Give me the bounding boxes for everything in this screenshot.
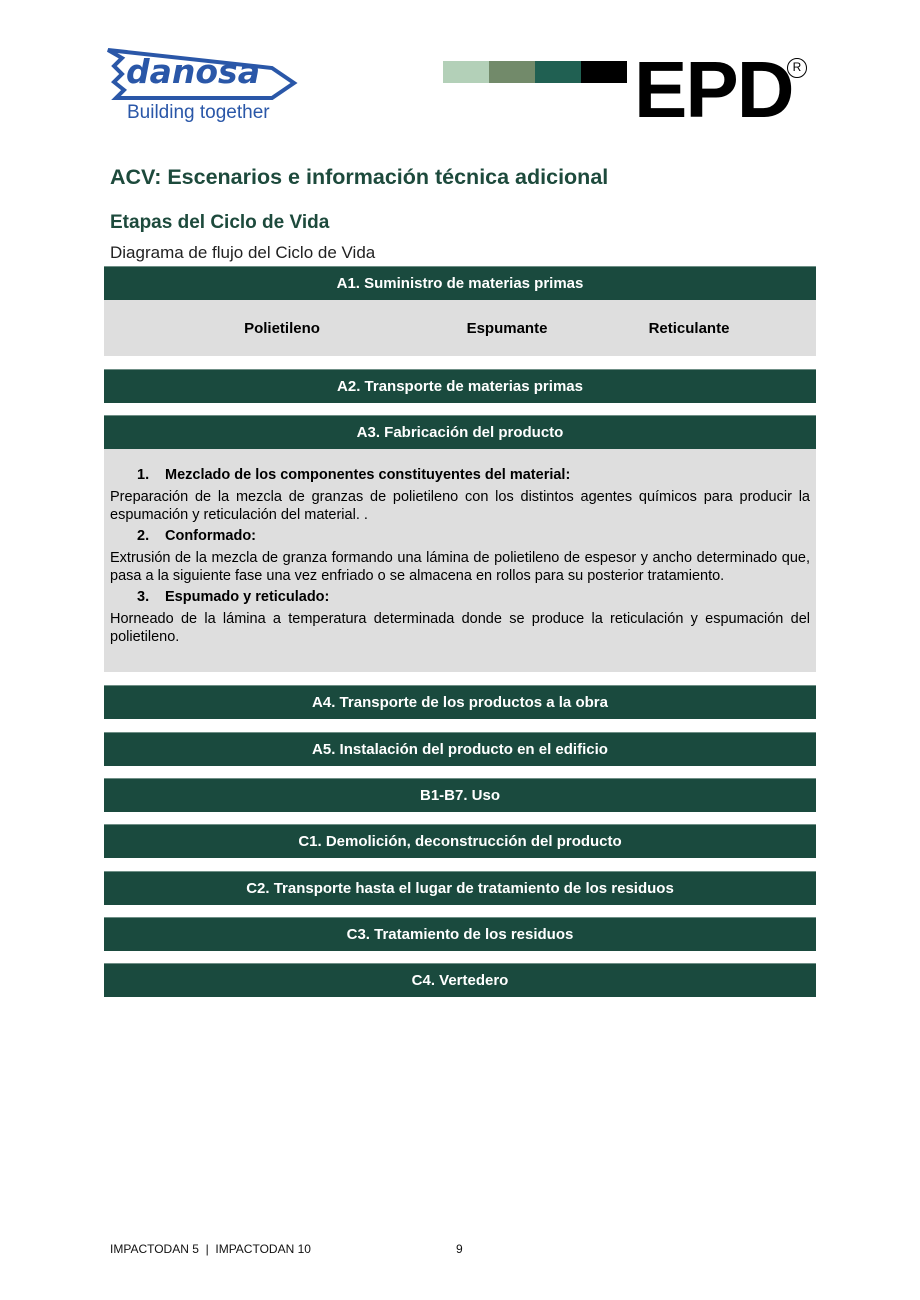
stage-a2-header: A2. Transporte de materias primas xyxy=(104,369,816,403)
subsection-title: Etapas del Ciclo de Vida xyxy=(110,212,330,233)
epd-color-bars xyxy=(443,61,627,83)
stage-c1-header: C1. Demolición, deconstrucción del producto xyxy=(104,824,816,858)
stage-a1-header: A1. Suministro de materias primas xyxy=(104,266,816,300)
stage-a5-header: A5. Instalación del producto en el edificio xyxy=(104,732,816,766)
stage-c2-header: C2. Transporte hasta el lugar de tratamiento de los residuos xyxy=(104,871,816,905)
diagram-caption: Diagrama de flujo del Ciclo de Vida xyxy=(110,243,376,262)
logo-tagline: Building together xyxy=(127,102,270,123)
material-espumante: Espumante xyxy=(466,320,548,337)
material-reticulante: Reticulante xyxy=(648,320,730,337)
process-step-title: 2. Conformado: xyxy=(137,528,257,544)
process-step-title: 1. Mezclado de los componentes constituyentes del material: xyxy=(137,467,571,483)
danosa-logo xyxy=(104,46,300,128)
color-bar-black xyxy=(581,61,627,83)
process-step-description: Horneado de la lámina a temperatura determinada donde se produce la reticulación y espumación del polietileno. xyxy=(110,611,810,645)
process-step-description: Preparación de la mezcla de granzas de polietileno con los distintos agentes químicos para producir la espumación y reticulación del material. . xyxy=(110,489,810,523)
stage-a3-process-steps xyxy=(104,449,816,672)
color-bar-light-green xyxy=(443,61,489,83)
epd-logo: EPD xyxy=(634,45,793,134)
page-number: 9 xyxy=(456,1242,463,1256)
stage-c4-header: C4. Vertedero xyxy=(104,963,816,997)
section-title: ACV: Escenarios e información técnica adicional xyxy=(110,165,609,189)
process-step-description: Extrusión de la mezcla de granza formando una lámina de polietileno de espesor y ancho determinado que, pasa a la siguiente fase una vez enfriado o se almacena en rollos para su posterior tratamiento. xyxy=(110,550,810,584)
stage-a3-header: A3. Fabricación del producto xyxy=(104,415,816,449)
process-step-title: 3. Espumado y reticulado: xyxy=(137,589,330,605)
color-bar-teal xyxy=(535,61,581,83)
logo-brand: danosa xyxy=(126,52,260,91)
stage-a4-header: A4. Transporte de los productos a la obra xyxy=(104,685,816,719)
stage-c3-header: C3. Tratamiento de los residuos xyxy=(104,917,816,951)
footer-products: IMPACTODAN 5 | IMPACTODAN 10 xyxy=(110,1242,311,1256)
registered-mark-icon: R xyxy=(787,58,807,78)
stage-b-header: B1-B7. Uso xyxy=(104,778,816,812)
stage-a1-materials xyxy=(104,300,816,356)
color-bar-sage xyxy=(489,61,535,83)
material-polietileno: Polietileno xyxy=(244,320,320,337)
